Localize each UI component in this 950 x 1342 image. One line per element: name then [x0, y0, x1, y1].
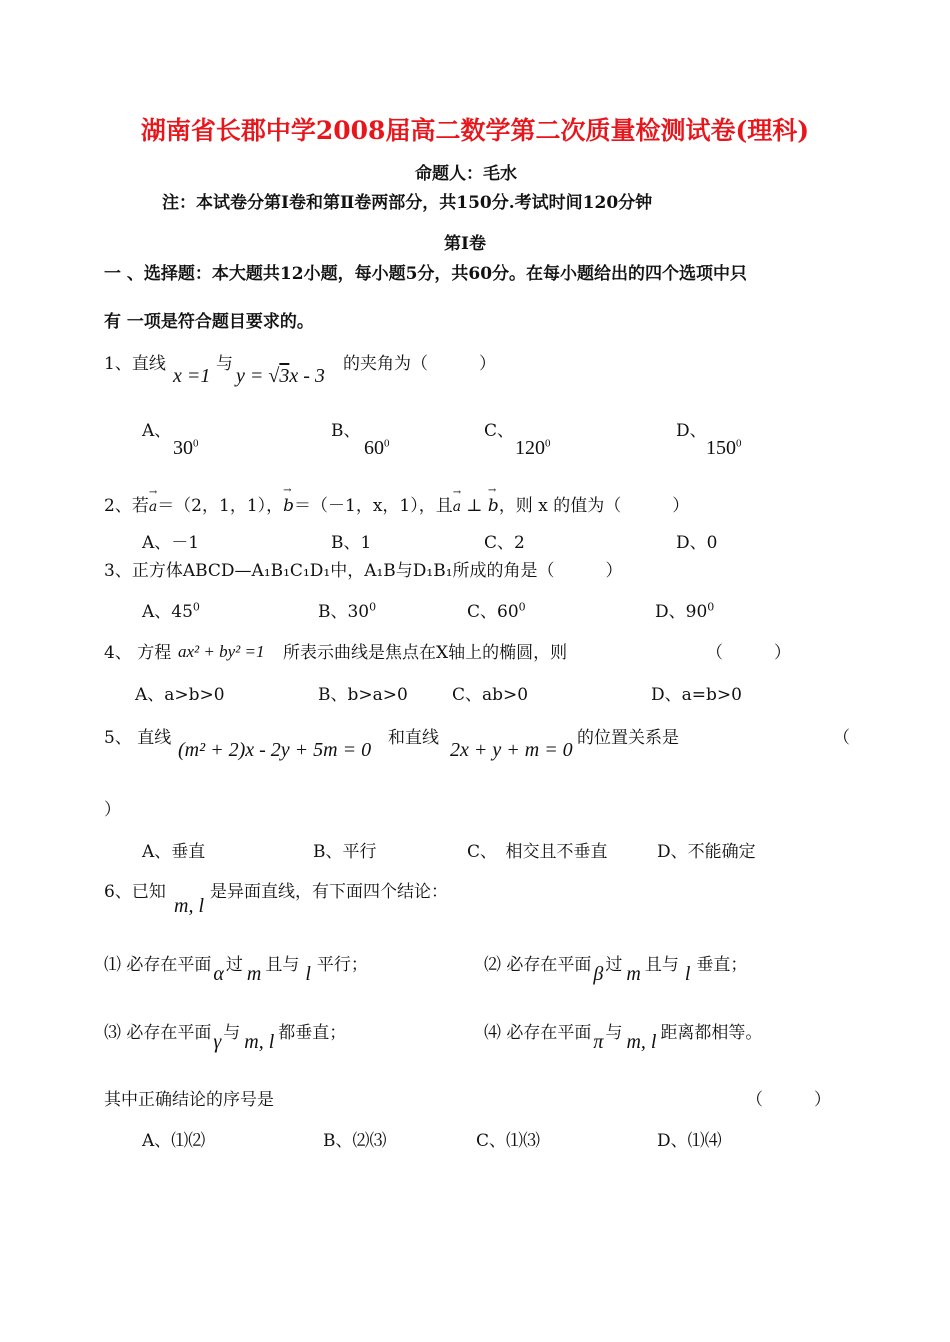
- q4-stem-prefix: 4、 方程: [104, 643, 172, 663]
- q6-statement-1: ⑴ 必存在平面 α 过 m 且与 l 平行；: [104, 955, 368, 985]
- q6-statement-4: ⑷ 必存在平面 π 与 m, l 距离都相等。: [484, 1023, 763, 1053]
- part1-instructions-line1: 一 、选择题：本大题共12小题，每小题5分，共60分。在每小题给出的四个选项中只: [104, 264, 748, 284]
- q1-stem-prefix: 1、直线: [104, 354, 166, 374]
- part1-instructions-line2: 有 一项是符合题目要求的。: [104, 312, 314, 332]
- q6-option-b: B、⑵⑶: [323, 1131, 387, 1151]
- author-line: 命题人：毛水: [415, 164, 517, 184]
- exam-note: 注：本试卷分第Ⅰ卷和第Ⅱ卷两部分，共150分.考试时间120分钟: [162, 193, 653, 213]
- q1-option-a-value: $30^0$: [173, 437, 199, 459]
- q1-equation-1: x =1: [173, 365, 211, 387]
- q5-option-d: D、不能确定: [657, 842, 756, 862]
- q5-paren-open: （: [833, 728, 850, 748]
- q4-answer-paren: （ ）: [706, 643, 791, 663]
- q3-stem: 3、正方体ABCD—A₁B₁C₁D₁中，A₁B与D₁B₁所成的角是（ ）: [104, 561, 623, 581]
- q3-option-d: D、$90^0$: [655, 600, 715, 622]
- q5-equation-2: 2x + y + m = 0: [450, 739, 573, 761]
- q6-option-c: C、⑴⑶: [476, 1131, 541, 1151]
- q6-option-d: D、⑴⑷: [657, 1131, 722, 1151]
- q4-equation: ax² + by² =1: [178, 642, 265, 661]
- q5-stem-tail: 的位置关系是: [577, 728, 679, 748]
- q4-stem-tail: 所表示曲线是焦点在X轴上的椭圆，则: [283, 643, 568, 663]
- section-heading: 第Ⅰ卷: [444, 234, 486, 254]
- q5-option-a: A、垂直: [142, 842, 206, 862]
- q6-statement-2: ⑵ 必存在平面 β 过 m 且与 l 垂直；: [484, 955, 748, 985]
- q5-stem-mid: 和直线: [388, 728, 439, 748]
- vector-a: → a: [149, 500, 157, 514]
- q4-option-d: D、a=b>0: [651, 685, 742, 705]
- q2-option-a: A、－1: [142, 533, 200, 553]
- q1-stem-mid: 与: [216, 354, 233, 374]
- q5-stem-prefix: 5、 直线: [104, 728, 172, 748]
- q2-stem: 2、若→ a＝（2，1，1），→ b＝（－1，x，1），且→ a ⊥ → b，则 x 的值为（ ）: [104, 498, 689, 515]
- q5-paren-close: ）: [104, 800, 121, 820]
- q1-option-c-value: $120^0$: [515, 437, 551, 459]
- q4-option-c: C、ab>0: [452, 685, 529, 705]
- q1-option-c-label: C、: [484, 421, 515, 441]
- q6-stem-tail: 是异面直线，有下面四个结论：: [210, 882, 448, 902]
- q1-stem-tail: 的夹角为（ ）: [343, 354, 496, 374]
- page-title: 湖南省长郡中学2008届高二数学第二次质量检测试卷(理科): [140, 116, 810, 145]
- q1-option-b-label: B、: [331, 421, 361, 441]
- q6-lines-ml: m, l: [174, 895, 204, 917]
- q1-equation-2: y = √3x - 3: [236, 365, 325, 387]
- q5-equation-1: (m² + 2)x - 2y + 5m = 0: [178, 739, 372, 761]
- q4-option-b: B、b>a>0: [318, 685, 408, 705]
- q6-question: 其中正确结论的序号是: [104, 1090, 274, 1110]
- q3-option-b: B、$30^0$: [318, 600, 377, 622]
- q6-option-a: A、⑴⑵: [142, 1131, 206, 1151]
- q1-option-b-value: $60^0$: [364, 437, 390, 459]
- q5-option-b: B、平行: [313, 842, 377, 862]
- q6-stem-prefix: 6、已知: [104, 882, 166, 902]
- vector-b: → b: [283, 498, 294, 515]
- q2-option-c: C、2: [484, 533, 525, 553]
- q2-option-d: D、0: [676, 533, 718, 553]
- q1-option-d-label: D、: [676, 421, 707, 441]
- q3-option-a: A、$45^0$: [142, 600, 200, 622]
- q2-option-b: B、1: [331, 533, 372, 553]
- q1-option-d-value: $150^0$: [706, 437, 742, 459]
- q1-option-a-label: A、: [142, 421, 172, 441]
- q4-option-a: A、a>b>0: [135, 685, 225, 705]
- q3-option-c: C、$60^0$: [467, 600, 526, 622]
- q6-statement-3: ⑶ 必存在平面 γ 与 m, l 都垂直；: [104, 1023, 347, 1053]
- q6-answer-paren: （ ）: [746, 1090, 831, 1110]
- q5-option-c: C、 相交且不垂直: [467, 842, 608, 862]
